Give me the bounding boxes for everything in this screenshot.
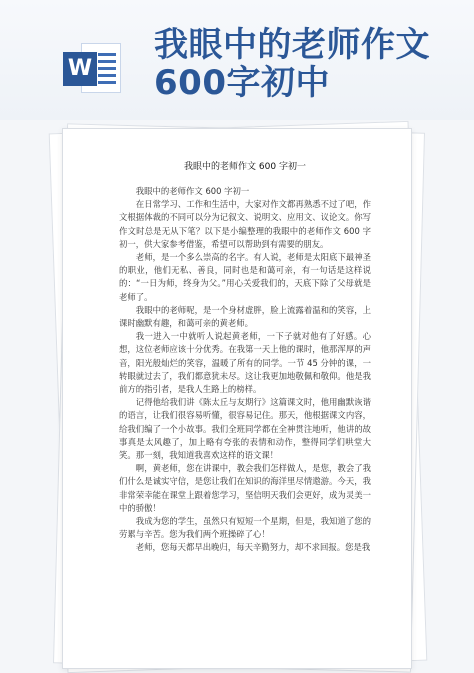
banner [0, 0, 474, 120]
document-body [119, 161, 371, 555]
word-document-icon [63, 43, 121, 93]
document-page [62, 128, 412, 669]
paragraph: 我成为您的学生，虽然只有短短一个星期，但是，我知道了您的劳累与辛苦。您为我们两个班操碎了心！ [119, 516, 371, 540]
word-logo-badge: W [63, 52, 97, 86]
banner-title-line-1: 我眼中的老师作文 [154, 25, 430, 65]
paragraph: 我眼中的老师作文 600 字初一 [135, 186, 250, 196]
paragraph: 记得他给我们讲《陈太丘与友期行》这篇课文时，他用幽默诙谐的语言，让我们很容易听懂，很容易记住。那天，他根据课文内容，给我们编了一个小故事。我们全班同学都在全神贯注地听，他讲的故事真是太风趣了，加上略有夸张的表情和动作，整得同学们哄堂大笑。那一刻，我知道我喜欢这样的语文课！ [119, 397, 371, 461]
banner-title-line-2: 600字初中 [154, 63, 330, 103]
paragraph: 我眼中的老师呢，是一个身材虚胖，脸上流露着温和的笑容，上课时幽默有趣，和蔼可亲的黄老师。 [119, 304, 371, 329]
banner-title [154, 26, 464, 102]
paragraph: 在日常学习、工作和生活中，大家对作文都再熟悉不过了吧，作文根据体裁的不同可以分为记叙文、说明文、应用文、议论文。你写作文时总是无从下笔？以下是小编整理的我眼中的老师作文 600 字初一，供大家参考借鉴，希望可以帮助到有需要的朋友。 [119, 199, 371, 249]
document-title: 我眼中的老师作文 600 字初一 [184, 162, 306, 172]
paragraph: 老师，您每天都早出晚归，每天辛勤努力，却不求回报。您是我 [135, 542, 371, 553]
paragraph: 啊，黄老师，您在讲课中，教会我们怎样做人，是您，教会了我们什么是诚实守信，是您让我们在知识的海洋里尽情遨游。今天，我非常荣幸能在课堂上跟着您学习，坚信明天我们会更好，成为灵美一中的骄傲！ [119, 463, 371, 513]
paragraph: 老师，是一个多么崇高的名字。有人说，老师是太阳底下最神圣的职业，他们无私、善良，同时也是和蔼可亲，有一句话是这样说的：“一日为师，终身为父。”用心关爱我们的，天底下除了父母就是老师了。 [119, 252, 371, 302]
paragraph: 我一进入一中就听人说起黄老师，一下子就对他有了好感。心想，这位老师应该十分优秀。在我第一天上他的课时，他那浑厚的声音，阳光般灿烂的笑容，温暖了所有的同学。一节 45 分钟的课，一转眼就过去了，我们都意犹未尽。这让我更加地敬佩和敬仰。他是我前方的指引者，是我人生路上的榜样。 [119, 331, 371, 395]
